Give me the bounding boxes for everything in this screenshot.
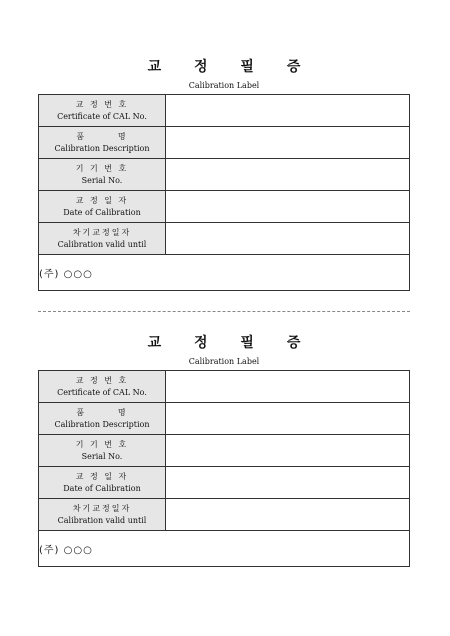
field-label-ko: 품 명: [76, 131, 128, 141]
table-row: [39, 159, 410, 191]
valid-until-field[interactable]: [166, 499, 410, 531]
table-row: [39, 371, 410, 403]
field-label-ko: 품 명: [76, 407, 128, 417]
field-label-ko: 교 정 일 자: [75, 471, 129, 481]
field-header: [39, 467, 166, 499]
field-label-en: Serial No.: [81, 451, 123, 461]
field-header: [39, 499, 166, 531]
field-label-ko: 차기교정일자: [72, 227, 132, 237]
field-label-ko: 교 정 번 호: [75, 375, 129, 385]
certificate-no-field[interactable]: [166, 95, 410, 127]
calibration-table: [38, 370, 410, 567]
company-footer: (주) ○○○: [39, 255, 410, 291]
field-label-ko: 교 정 일 자: [75, 195, 129, 205]
table-row: [39, 531, 410, 567]
label-subtitle: Calibration Label: [188, 357, 260, 366]
serial-no-field[interactable]: [166, 159, 410, 191]
field-header: [39, 223, 166, 255]
description-field[interactable]: [166, 403, 410, 435]
calibration-date-field[interactable]: [166, 467, 410, 499]
field-label-en: Serial No.: [81, 175, 123, 185]
field-label-en: Certificate of CAL No.: [57, 111, 147, 121]
table-row: [39, 255, 410, 291]
serial-no-field[interactable]: [166, 435, 410, 467]
description-field[interactable]: [166, 127, 410, 159]
field-header: [39, 127, 166, 159]
valid-until-field[interactable]: [166, 223, 410, 255]
field-label-en: Calibration valid until: [57, 239, 147, 249]
field-header: [39, 191, 166, 223]
table-row: [39, 191, 410, 223]
company-footer: (주) ○○○: [39, 531, 410, 567]
table-row: [39, 403, 410, 435]
field-label-en: Certificate of CAL No.: [57, 387, 147, 397]
calibration-label-1: [38, 57, 410, 291]
field-header: [39, 371, 166, 403]
label-subtitle: Calibration Label: [188, 81, 260, 90]
field-label-ko: 차기교정일자: [72, 503, 132, 513]
field-label-ko: 기 기 번 호: [75, 163, 129, 173]
table-row: [39, 467, 410, 499]
field-label-en: Date of Calibration: [63, 483, 141, 493]
table-row: [39, 435, 410, 467]
field-label-en: Calibration valid until: [57, 515, 147, 525]
table-row: [39, 127, 410, 159]
table-row: [39, 499, 410, 531]
calibration-table: [38, 94, 410, 291]
field-label-ko: 교 정 번 호: [75, 99, 129, 109]
label-title: 교 정 필 증: [147, 335, 315, 351]
calibration-date-field[interactable]: [166, 191, 410, 223]
field-header: [39, 95, 166, 127]
field-label-en: Date of Calibration: [63, 207, 141, 217]
calibration-label-2: [38, 333, 410, 567]
field-label-ko: 기 기 번 호: [75, 439, 129, 449]
cut-line: [38, 311, 410, 312]
field-header: [39, 435, 166, 467]
field-header: [39, 403, 166, 435]
label-title: 교 정 필 증: [147, 59, 315, 75]
table-row: [39, 223, 410, 255]
field-label-en: Calibration Description: [54, 143, 150, 153]
certificate-no-field[interactable]: [166, 371, 410, 403]
field-label-en: Calibration Description: [54, 419, 150, 429]
table-row: [39, 95, 410, 127]
field-header: [39, 159, 166, 191]
